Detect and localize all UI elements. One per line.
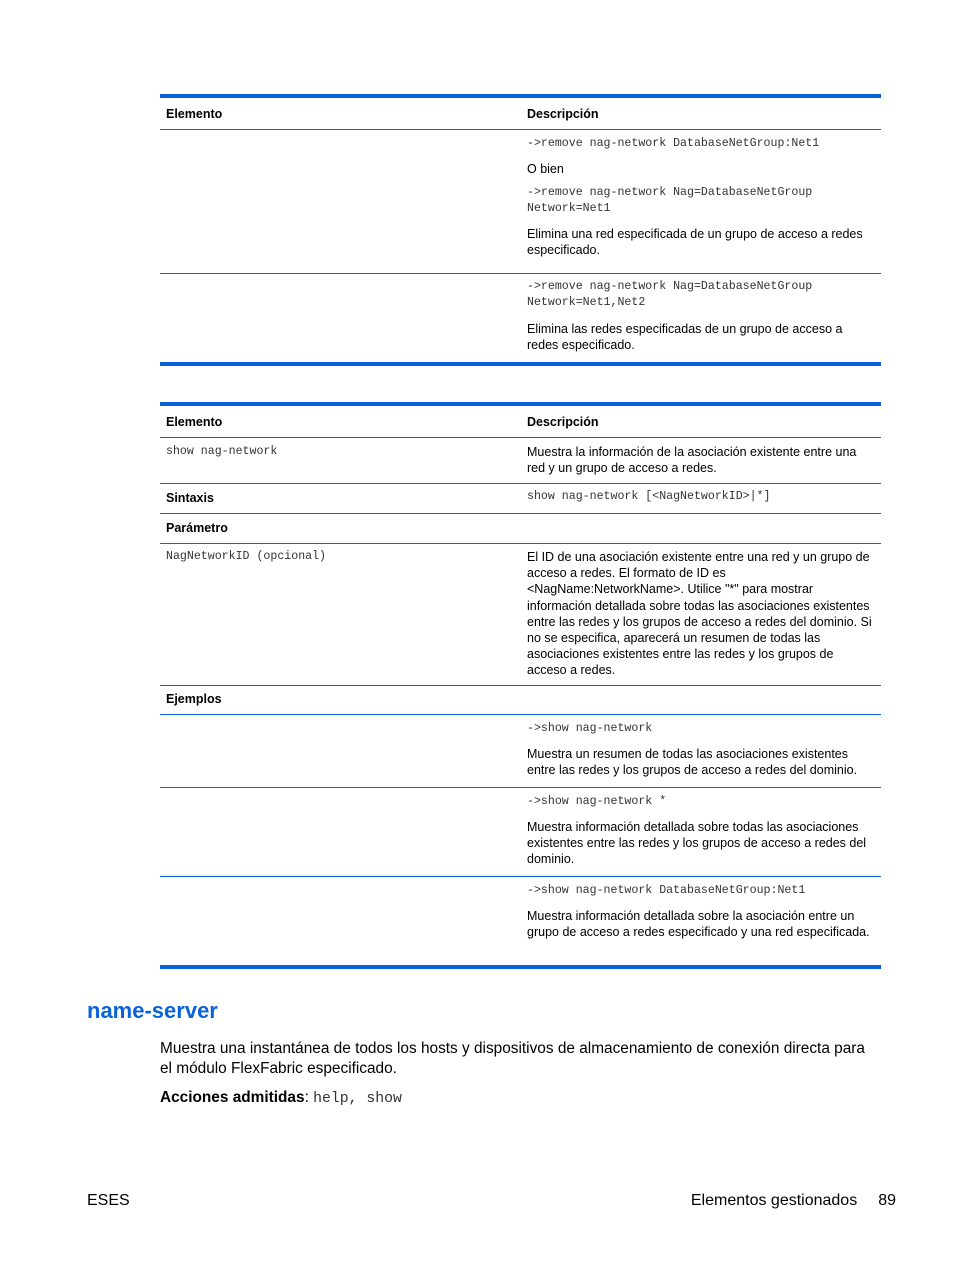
footer-chapter <box>691 1192 896 1210</box>
table-row <box>160 274 881 362</box>
example-command: ->show nag-network DatabaseNetGroup:Net1 <box>527 884 806 897</box>
table-row <box>160 544 881 686</box>
header-descripcion: Descripción <box>527 106 599 121</box>
header-descripcion: Descripción <box>527 414 599 429</box>
section-title: name-server <box>87 998 218 1023</box>
parameter-name: NagNetworkID (opcional) <box>166 550 327 563</box>
command-text: Network=Net1,Net2 <box>527 296 646 309</box>
footer-locale: ESES <box>87 1192 130 1209</box>
table-header <box>160 98 881 130</box>
table-row <box>160 788 881 877</box>
parameter-label: Parámetro <box>166 521 228 535</box>
example-command: ->show nag-network * <box>527 795 667 808</box>
table-row <box>160 130 881 274</box>
show-nag-network-table <box>160 402 881 969</box>
table-row <box>160 438 881 484</box>
table-row <box>160 514 881 544</box>
description-text: Elimina las redes especificadas de un grupo de acceso a redes especificado. <box>527 322 843 353</box>
example-description: Muestra información detallada sobre la asociación entre un grupo de acceso a redes especificado y una red especificada. <box>527 909 870 940</box>
parameter-description: El ID de una asociación existente entre una red y un grupo de acceso a redes. El formato de ID es <NagName:NetworkName>. Utilice "*" para mostrar información detallada sobre todas las asociaciones existentes entre las redes y los grupos de acceso a redes del dominio. Si no se especifica, aparecerá un resumen de todas las asociaciones existentes entre las redes y los grupos de acceso a redes. <box>527 550 872 678</box>
syntax-value: show nag-network [<NagNetworkID>|*] <box>527 490 771 503</box>
command-text: ->remove nag-network DatabaseNetGroup:Net1 <box>527 137 820 150</box>
syntax-label: Sintaxis <box>166 491 214 505</box>
footer-chapter-title: Elementos gestionados <box>690 1192 858 1209</box>
table-row <box>160 484 881 514</box>
command-text: ->remove nag-network Nag=DatabaseNetGroup <box>527 280 813 293</box>
command-name: show nag-network <box>166 445 278 458</box>
example-description: Muestra un resumen de todas las asociaciones existentes entre las redes y los grupos de acceso a redes del dominio. <box>527 747 858 778</box>
command-text: ->remove nag-network Nag=DatabaseNetGroup <box>527 186 813 200</box>
or-text: O bien <box>527 162 564 176</box>
actions-label: Acciones admitidas <box>160 1089 305 1106</box>
actions-separator: : <box>304 1089 314 1106</box>
page-number: 89 <box>878 1192 896 1209</box>
header-elemento: Elemento <box>166 414 223 429</box>
table-row <box>160 686 881 715</box>
examples-label: Ejemplos <box>166 692 222 706</box>
example-command: ->show nag-network <box>527 722 653 735</box>
section-body: Muestra una instantánea de todos los hosts y dispositivos de almacenamiento de conexión directa para el módulo FlexFabric especificado. <box>160 1040 865 1078</box>
table-row <box>160 877 881 965</box>
table-row <box>160 715 881 788</box>
command-description: Muestra la información de la asociación existente entre una red y un grupo de acceso a redes. <box>527 445 857 476</box>
command-text: Network=Net1 <box>527 202 611 216</box>
example-description: Muestra información detallada sobre todas las asociaciones existentes entre las redes y los grupos de acceso a redes del dominio. <box>527 820 867 867</box>
header-elemento: Elemento <box>166 106 223 121</box>
remove-examples-table <box>160 94 881 366</box>
supported-actions <box>160 1089 402 1107</box>
table-header <box>160 406 881 438</box>
actions-value: help, show <box>313 1091 402 1107</box>
description-text: Elimina una red especificada de un grupo de acceso a redes especificado. <box>527 227 863 258</box>
